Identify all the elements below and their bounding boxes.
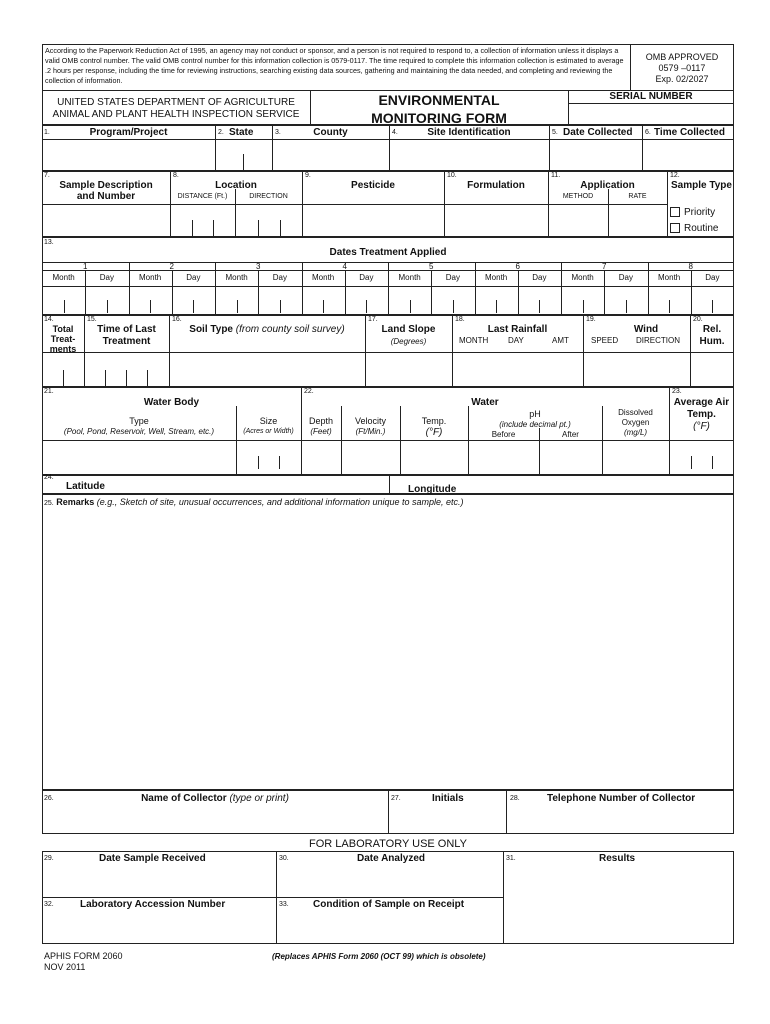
field-15-number: 15. <box>87 316 97 323</box>
rate-field[interactable] <box>609 205 666 236</box>
telephone-number-label: Telephone Number of Collector <box>547 793 696 804</box>
field-3-number: 3. <box>275 129 281 136</box>
field-18-number: 18. <box>455 316 465 323</box>
month-label: Month <box>485 273 508 282</box>
sample-description-label <box>42 180 170 202</box>
field-5-number: 5. <box>552 129 558 136</box>
form-title-line-1: ENVIRONMENTAL <box>378 92 500 108</box>
velocity-label: Velocity <box>354 416 387 426</box>
program-project-label: Program/Project <box>89 127 168 138</box>
depth-field[interactable] <box>302 441 340 474</box>
agency-name <box>42 97 310 121</box>
date-group-number: 6 <box>515 262 520 271</box>
rel-hum-line-2: Hum. <box>699 336 725 347</box>
site-identification-label: Site Identification <box>427 127 511 138</box>
field-27-number: 27. <box>391 795 401 802</box>
field-17-number: 17. <box>368 316 378 323</box>
state-label: State <box>229 127 254 138</box>
total-treatments-label <box>42 324 84 354</box>
average-air-temp-field[interactable] <box>670 441 733 474</box>
wind-speed-label: SPEED <box>591 336 619 345</box>
longitude-label: Longitude <box>408 484 457 495</box>
field-1-number: 1. <box>44 129 50 136</box>
serial-number-field[interactable] <box>569 104 733 124</box>
field-24-number: 24. <box>44 474 54 481</box>
dissolved-oxygen-line-2: Oxygen <box>621 418 650 427</box>
digit-tick <box>237 300 238 313</box>
field-19-number: 19. <box>586 316 596 323</box>
month-label: Month <box>658 273 681 282</box>
ph-after-field[interactable] <box>540 441 601 474</box>
water-body-size-field[interactable] <box>237 441 300 474</box>
condition-of-sample-label: Condition of Sample on Receipt <box>313 899 465 910</box>
time-collected-field[interactable] <box>643 140 733 170</box>
rainfall-month-label: MONTH <box>459 336 489 345</box>
total-treatments-line-3: ments <box>49 344 77 354</box>
laboratory-accession-field[interactable] <box>43 912 275 943</box>
land-slope-hint: (Degrees) <box>390 337 427 346</box>
field-26-number: 26. <box>44 795 54 802</box>
county-field[interactable] <box>273 140 388 170</box>
field-28-number: 28. <box>510 795 520 802</box>
remarks-field[interactable] <box>43 510 733 789</box>
ph-hint: (include decimal pt.) <box>499 420 571 429</box>
month-label: Month <box>398 273 421 282</box>
field-33-number: 33. <box>279 901 289 908</box>
land-slope-label: Land Slope <box>381 324 436 335</box>
digit-tick <box>107 300 108 313</box>
soil-type-hint: (from county soil survey) <box>235 324 345 335</box>
laboratory-accession-label: Laboratory Accession Number <box>80 899 226 910</box>
date-group-number: 4 <box>342 262 347 271</box>
digit-tick <box>193 300 194 313</box>
routine-option[interactable] <box>670 223 718 234</box>
field-7-number: 7. <box>44 172 50 179</box>
dissolved-oxygen-field[interactable] <box>603 441 668 474</box>
field-23-number: 23. <box>672 388 682 395</box>
initials-label: Initials <box>432 793 464 804</box>
ph-label: pH <box>529 409 541 419</box>
soil-type-field[interactable] <box>170 353 364 386</box>
date-group-number: 7 <box>602 262 607 271</box>
form-title <box>310 91 568 127</box>
relative-humidity-label <box>690 324 734 348</box>
field-32-number: 32. <box>44 901 54 908</box>
method-label: METHOD <box>562 193 594 200</box>
digit-tick <box>583 300 584 313</box>
day-label: Day <box>618 273 633 282</box>
digit-tick <box>410 300 411 313</box>
water-temp-hint: (°F) <box>425 427 443 438</box>
routine-checkbox[interactable] <box>670 223 680 233</box>
environmental-monitoring-form <box>42 44 734 944</box>
land-slope-field[interactable] <box>366 353 451 386</box>
application-label: Application <box>580 180 635 191</box>
priority-option[interactable] <box>670 207 715 218</box>
last-rainfall-label: Last Rainfall <box>487 324 548 335</box>
field-8-number: 8. <box>173 172 179 179</box>
agency-line-1: UNITED STATES DEPARTMENT OF AGRICULTURE <box>57 97 295 108</box>
form-title-line-2: MONITORING FORM <box>371 110 507 126</box>
day-label: Day <box>186 273 201 282</box>
average-air-temp-label <box>669 397 734 433</box>
initials-field[interactable] <box>389 807 505 833</box>
date-sample-received-field[interactable] <box>43 866 275 896</box>
time-of-last-treatment-label <box>84 324 169 348</box>
name-of-collector-hint: (type or print) <box>229 793 289 804</box>
last-rainfall-field[interactable] <box>453 353 582 386</box>
ph-after-label: After <box>562 430 579 439</box>
field-11-number: 11. <box>551 172 561 179</box>
distance-label: DISTANCE (Ft.) <box>177 193 228 200</box>
total-treatments-line-2: Treat- <box>50 334 76 344</box>
pesticide-field[interactable] <box>303 205 443 236</box>
paperwork-notice: According to the Paperwork Reduction Act of 1995, an agency may not conduct or sponsor, and a person is not required to respond to, a collection of information unless it displays a valid OMB control number. The valid OMB control number for this information collection is 0579-0117. The time required to complete this information collection is estimated to average .2 hours per response, including the time for reviewing instructions, searching existing data sources, gathering and maintaining the data needed, and completing and reviewing the collection of information. <box>45 46 624 85</box>
results-label: Results <box>599 853 636 864</box>
latitude-field[interactable] <box>132 476 387 493</box>
field-29-number: 29. <box>44 855 54 862</box>
depth-label: Depth <box>308 416 334 426</box>
sample-description-line-2: and Number <box>76 191 136 202</box>
form-identifier <box>44 951 123 973</box>
remarks-text: Remarks <box>56 497 95 507</box>
field-30-number: 30. <box>279 855 289 862</box>
digit-tick <box>453 300 454 313</box>
name-of-collector-field[interactable] <box>43 807 387 833</box>
ph-before-label: Before <box>491 430 516 439</box>
digit-tick <box>539 300 540 313</box>
month-label: Month <box>312 273 335 282</box>
field-9-number: 9. <box>305 172 311 179</box>
water-label: Water <box>471 397 499 408</box>
serial-number-label: SERIAL NUMBER <box>609 91 693 102</box>
field-10-number: 10. <box>447 172 457 179</box>
priority-checkbox[interactable] <box>670 207 680 217</box>
date-analyzed-field[interactable] <box>277 866 502 896</box>
date-sample-received-label: Date Sample Received <box>99 853 206 864</box>
day-label: Day <box>272 273 287 282</box>
day-label: Day <box>705 273 720 282</box>
remarks-hint: (e.g., Sketch of site, unusual occurrences, and additional information unique to sample, etc.) <box>96 497 464 507</box>
average-air-hint: (°F) <box>693 421 710 432</box>
day-label: Day <box>99 273 114 282</box>
dissolved-oxygen-hint: (mg/L) <box>623 428 648 437</box>
water-body-type-hint: (Pool, Pond, Reservoir, Well, Stream, etc.) <box>63 427 215 436</box>
pesticide-label: Pesticide <box>351 180 395 191</box>
water-body-size-hint: (Acres or Width) <box>243 428 294 435</box>
water-temp-field[interactable] <box>401 441 467 474</box>
water-body-size-label: Size <box>259 416 278 426</box>
digit-tick <box>280 300 281 313</box>
location-label: Location <box>215 180 257 191</box>
program-project-field[interactable] <box>43 140 214 170</box>
field-20-number: 20. <box>693 316 703 323</box>
relative-humidity-field[interactable] <box>691 353 733 386</box>
replaces-notice: (Replaces APHIS Form 2060 (OCT 99) which is obsolete) <box>272 952 486 961</box>
average-air-line-2: Temp. <box>687 409 716 420</box>
depth-hint: (Feet) <box>310 427 332 436</box>
field-31-number: 31. <box>506 855 516 862</box>
priority-label: Priority <box>684 207 716 218</box>
sample-type-label: Sample Type <box>671 180 732 191</box>
month-label: Month <box>571 273 594 282</box>
field-12-number: 12. <box>670 172 680 179</box>
digit-tick <box>366 300 367 313</box>
wind-field[interactable] <box>584 353 689 386</box>
date-group-number: 2 <box>169 262 174 271</box>
soil-type-text: Soil Type <box>189 324 233 335</box>
formulation-label: Formulation <box>467 180 525 191</box>
condition-of-sample-field[interactable] <box>277 912 502 943</box>
remarks-label <box>44 497 464 507</box>
date-group-number: 3 <box>256 262 261 271</box>
omb-expiration: Exp. 02/2027 <box>655 74 709 84</box>
field-14-number: 14. <box>44 316 54 323</box>
time-of-last-line-1: Time of Last <box>97 324 156 335</box>
date-group-number: 8 <box>688 262 693 271</box>
ph-before-field[interactable] <box>469 441 538 474</box>
direction-field[interactable] <box>236 205 301 236</box>
date-collected-field[interactable] <box>550 140 641 170</box>
routine-label: Routine <box>684 223 719 234</box>
wind-label: Wind <box>633 324 659 335</box>
direction-label: DIRECTION <box>249 193 288 200</box>
telephone-number-field[interactable] <box>507 807 733 833</box>
rainfall-day-label: DAY <box>508 336 524 345</box>
sample-description-field[interactable] <box>43 205 169 236</box>
field-21-number: 21. <box>44 388 54 395</box>
form-date: NOV 2011 <box>44 962 86 972</box>
digit-tick <box>323 300 324 313</box>
water-body-label: Water Body <box>143 397 200 408</box>
date-group-number: 1 <box>83 262 88 271</box>
laboratory-use-title: FOR LABORATORY USE ONLY <box>309 838 467 850</box>
dissolved-oxygen-line-1: Dissolved <box>618 408 653 417</box>
day-label: Day <box>532 273 547 282</box>
form-id: APHIS FORM 2060 <box>44 951 123 961</box>
average-air-line-1: Average Air <box>673 397 730 408</box>
name-of-collector-text: Name of Collector <box>141 793 227 804</box>
digit-tick <box>150 300 151 313</box>
velocity-hint: (Ft/Min.) <box>355 427 386 436</box>
total-treatments-line-1: Total <box>52 324 74 334</box>
soil-type-label <box>169 324 365 335</box>
latitude-label: Latitude <box>66 481 105 492</box>
month-label: Month <box>225 273 248 282</box>
results-field[interactable] <box>504 866 733 943</box>
field-13-number: 13. <box>44 239 54 246</box>
field-6-number: 6. <box>645 129 651 136</box>
digit-tick <box>712 300 713 313</box>
omb-approved-text: OMB APPROVED <box>645 52 719 62</box>
month-label: Month <box>139 273 162 282</box>
field-4-number: 4. <box>392 129 398 136</box>
velocity-field[interactable] <box>342 441 399 474</box>
water-body-type-field[interactable] <box>43 441 235 474</box>
sample-description-line-1: Sample Description <box>59 180 153 191</box>
time-collected-label: Time Collected <box>654 127 725 138</box>
digit-tick <box>496 300 497 313</box>
time-of-last-line-2: Treatment <box>102 336 151 347</box>
month-label: Month <box>52 273 75 282</box>
field-2-number: 2. <box>218 129 224 136</box>
dates-treatment-applied-label: Dates Treatment Applied <box>329 247 447 258</box>
digit-tick <box>64 300 65 313</box>
rel-hum-line-1: Rel. <box>702 324 722 335</box>
field-16-number: 16. <box>172 316 182 323</box>
day-label: Day <box>445 273 460 282</box>
digit-tick <box>669 300 670 313</box>
date-collected-label: Date Collected <box>563 127 633 138</box>
site-identification-field[interactable] <box>390 140 548 170</box>
rate-label: RATE <box>628 193 647 200</box>
omb-approval <box>630 52 734 85</box>
distance-field[interactable] <box>171 205 234 236</box>
field-22-number: 22. <box>304 388 314 395</box>
county-label: County <box>313 127 348 138</box>
wind-direction-label: DIRECTION <box>636 336 680 345</box>
water-temp-label: Temp. <box>421 416 447 426</box>
longitude-field[interactable] <box>482 476 732 493</box>
rainfall-amount-label: AMT <box>552 336 569 345</box>
dissolved-oxygen-label <box>602 408 669 438</box>
date-analyzed-label: Date Analyzed <box>357 853 425 864</box>
agency-line-2: ANIMAL AND PLANT HEALTH INSPECTION SERVICE <box>52 109 300 120</box>
date-group-number: 5 <box>429 262 434 271</box>
formulation-field[interactable] <box>445 205 547 236</box>
name-of-collector-label <box>42 793 388 804</box>
omb-number: 0579 –0117 <box>658 63 706 73</box>
digit-tick <box>626 300 627 313</box>
day-label: Day <box>359 273 374 282</box>
water-body-type-label: Type <box>129 416 149 426</box>
method-field[interactable] <box>549 205 607 236</box>
field-25-number: 25. <box>44 500 54 507</box>
